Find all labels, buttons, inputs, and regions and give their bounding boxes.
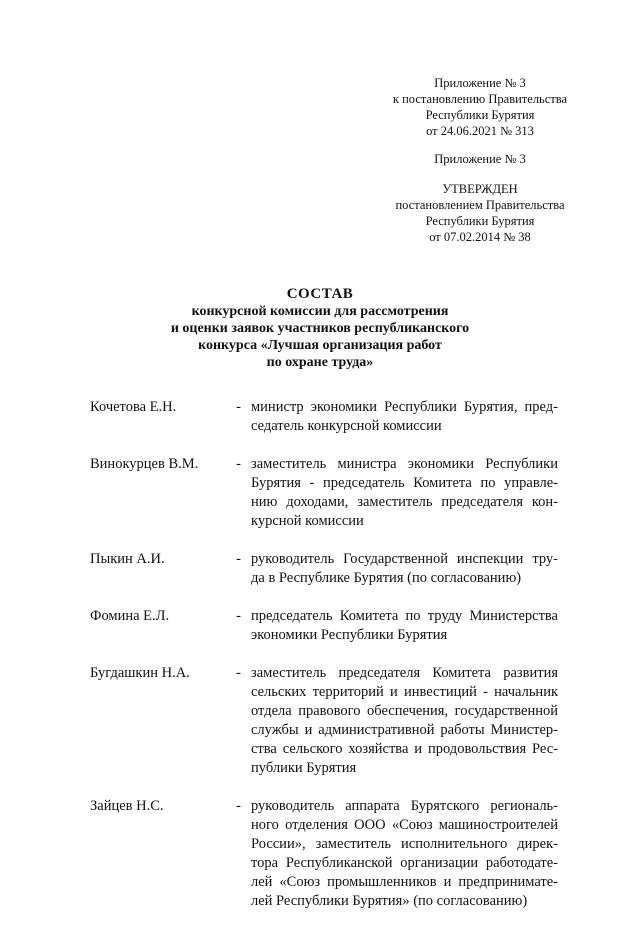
member-role-line: сельских территорий и инвестиций - начальник (251, 684, 558, 700)
member-role-line: председатель Комитета по труду Министерства (251, 608, 558, 624)
appendix-number (360, 151, 600, 167)
member-role-line: седатель конкурсной комиссии (251, 418, 442, 434)
member-row (90, 607, 558, 645)
member-name: Кочетова Е.Н. (90, 399, 177, 415)
member-dash: - (236, 608, 241, 624)
member-name: Зайцев Н.С. (90, 798, 164, 814)
member-role (251, 664, 558, 778)
member-role-line: да в Республике Бурятия (по согласованию) (251, 570, 522, 586)
member-role-line: отдела правового обеспечения, государственной (251, 703, 558, 719)
member-name: Винокурцев В.М. (90, 456, 199, 472)
member-role-line: заместитель министра экономики Республики (251, 456, 558, 472)
appendix-line: от 24.06.2021 № 313 (426, 124, 534, 138)
member-role-line: министр экономики Республики Бурятия, пред- (251, 399, 558, 415)
member-row (90, 455, 558, 531)
member-role (251, 797, 558, 911)
approved-line: УТВЕРЖДЕН (442, 182, 518, 196)
member-role (251, 550, 558, 588)
member-role-line: тора Республиканской организации работодате- (251, 855, 558, 871)
title-subtitle-line: по охране труда» (266, 355, 374, 370)
member-row (90, 398, 558, 436)
member-row (90, 664, 558, 778)
member-name: Фомина Е.Л. (90, 608, 170, 624)
member-name: Бугдашкин Н.А. (90, 665, 190, 681)
member-dash: - (236, 551, 241, 567)
member-role (251, 455, 558, 531)
member-role-line: курсной комиссии (251, 513, 364, 529)
approved-line: Республики Бурятия (425, 214, 535, 228)
member-dash: - (236, 798, 241, 814)
appendix-line: Приложение № 3 (434, 76, 526, 90)
member-name: Пыкин А.И. (90, 551, 165, 567)
title-subtitle-line: и оценки заявок участников республиканского (170, 321, 470, 336)
member-dash: - (236, 399, 241, 415)
member-dash: - (236, 665, 241, 681)
member-role-line: службы и административной работы Министер- (251, 722, 558, 738)
member-role (251, 607, 558, 645)
approved-block (360, 181, 600, 245)
title-subtitle-line: конкурсной комиссии для рассмотрения (191, 304, 449, 319)
member-role-line: лей «Союз промышленников и предпринимате- (251, 874, 558, 890)
member-row (90, 797, 558, 911)
appendix-line: Приложение № 3 (434, 152, 526, 166)
member-role-line: руководитель аппарата Бурятского региональ- (251, 798, 558, 814)
member-role-line: лей Республики Бурятия» (по согласованию) (251, 893, 528, 909)
appendix-line: к постановлению Правительства (392, 92, 568, 106)
member-role-line: Бурятия - председатель Комитета по управле- (251, 475, 558, 491)
member-role (251, 398, 558, 436)
title-main: СОСТАВ (286, 286, 354, 302)
commission-members-list (90, 398, 558, 930)
member-role-line: ного отделения ООО «Союз машиностроителей (251, 817, 558, 833)
member-dash: - (236, 456, 241, 472)
member-role-line: руководитель Государственной инспекции тру- (251, 551, 558, 567)
member-role-line: нию доходами, заместитель председателя кон- (251, 494, 558, 510)
approved-line: постановлением Правительства (395, 198, 565, 212)
member-role-line: заместитель председателя Комитета развития (251, 665, 558, 681)
document-title (100, 285, 540, 371)
member-role-line: экономики Республики Бурятия (251, 627, 448, 643)
member-role-line: России», заместитель исполнительного дирек- (251, 836, 558, 852)
title-subtitle-line: конкурса «Лучшая организация работ (198, 338, 442, 353)
member-row (90, 550, 558, 588)
member-role-line: публики Бурятия (251, 760, 357, 776)
approved-line: от 07.02.2014 № 38 (429, 230, 531, 244)
member-role-line: ства сельского хозяйства и продовольствия Рес- (251, 741, 558, 757)
appendix-line: Республики Бурятия (425, 108, 535, 122)
appendix-header (360, 75, 600, 139)
